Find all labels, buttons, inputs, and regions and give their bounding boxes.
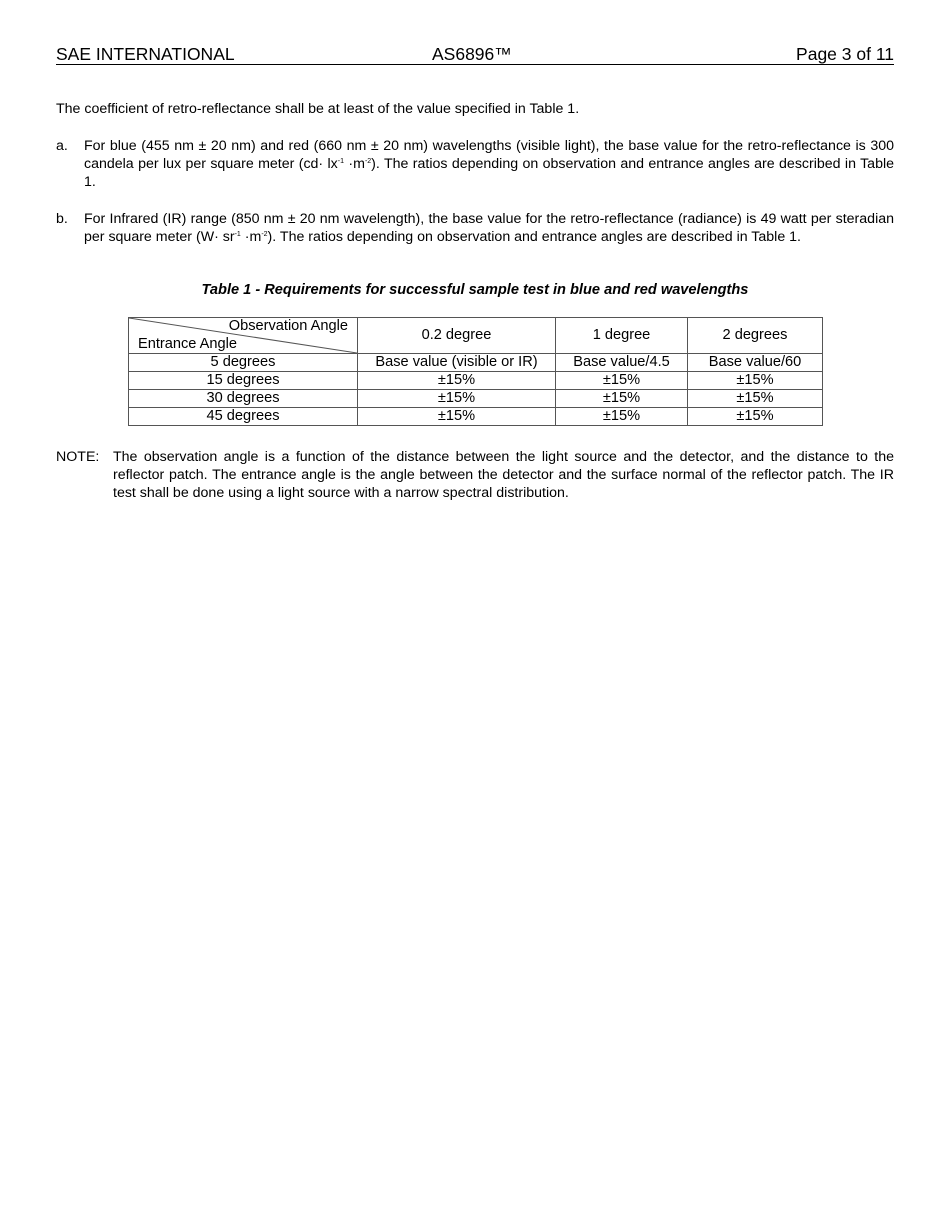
column-header: 0.2 degree	[358, 318, 556, 354]
list-item-text: For Infrared (IR) range (850 nm ± 20 nm wavelength), the base value for the retro-reflectance (radiance) is 49 watt per steradian per square meter $(W\cdot sr^{-1} \cdot m^{-2})$. The ratios depending on observation and entrance angles are described in Table 1.	[84, 211, 894, 245]
list-item-text: For blue (455 nm ± 20 nm) and red (660 nm ± 20 nm) wavelengths (visible light), the base value for the retro-reflectance is 300 candela per lux per square meter $(cd\cdot lx^{-1} \cdot m^{-2})$. The ratios depending on observation and entrance angles are described in Table 1.	[84, 138, 894, 190]
table-cell: ±15%	[556, 408, 688, 426]
table-cell: ±15%	[688, 372, 823, 390]
table-row	[129, 372, 823, 390]
row-header: 45 degrees	[129, 408, 358, 426]
row-header: 5 degrees	[129, 354, 358, 372]
note-label: NOTE:	[56, 449, 100, 465]
entrance-angle-label: Entrance Angle	[138, 336, 237, 352]
table-cell: Base value (visible or IR)	[358, 354, 556, 372]
table-row	[129, 408, 823, 426]
table-cell: ±15%	[358, 372, 556, 390]
table-cell: Base value/4.5	[556, 354, 688, 372]
column-header: 1 degree	[556, 318, 688, 354]
table-row	[129, 390, 823, 408]
table-cell: Base value/60	[688, 354, 823, 372]
header-document-id: AS6896™	[432, 44, 512, 64]
row-header: 30 degrees	[129, 390, 358, 408]
observation-angle-label: Observation Angle	[228, 318, 348, 334]
requirements-table	[128, 317, 823, 426]
list-marker: a.	[56, 138, 68, 154]
table-cell: ±15%	[556, 372, 688, 390]
table-corner-cell	[129, 318, 358, 354]
table-cell: ±15%	[688, 390, 823, 408]
table-row	[129, 354, 823, 372]
table-cell: ±15%	[688, 408, 823, 426]
header-organization: SAE INTERNATIONAL	[56, 44, 235, 64]
row-header: 15 degrees	[129, 372, 358, 390]
header-page-number: Page 3 of 11	[796, 44, 894, 64]
table-cell: ±15%	[556, 390, 688, 408]
table-cell: ±15%	[358, 390, 556, 408]
intro-paragraph: The coefficient of retro-reflectance shall be at least of the value specified in Table 1.	[56, 101, 580, 117]
list-item-b	[56, 210, 894, 246]
page-header	[56, 44, 894, 65]
list-item-a	[56, 137, 894, 191]
column-header: 2 degrees	[688, 318, 823, 354]
list-marker: b.	[56, 211, 68, 227]
table-caption: Table 1 - Requirements for successful sample test in blue and red wavelengths	[201, 282, 749, 298]
table-header-row	[129, 318, 823, 354]
note-text: The observation angle is a function of the distance between the light source and the detector, and the distance to the reflector patch. The entrance angle is the angle between the detector and the surface normal of the reflector patch. The IR test shall be done using a light source with a narrow spectral distribution.	[113, 449, 894, 501]
table-cell: ±15%	[358, 408, 556, 426]
note-block	[56, 448, 894, 502]
